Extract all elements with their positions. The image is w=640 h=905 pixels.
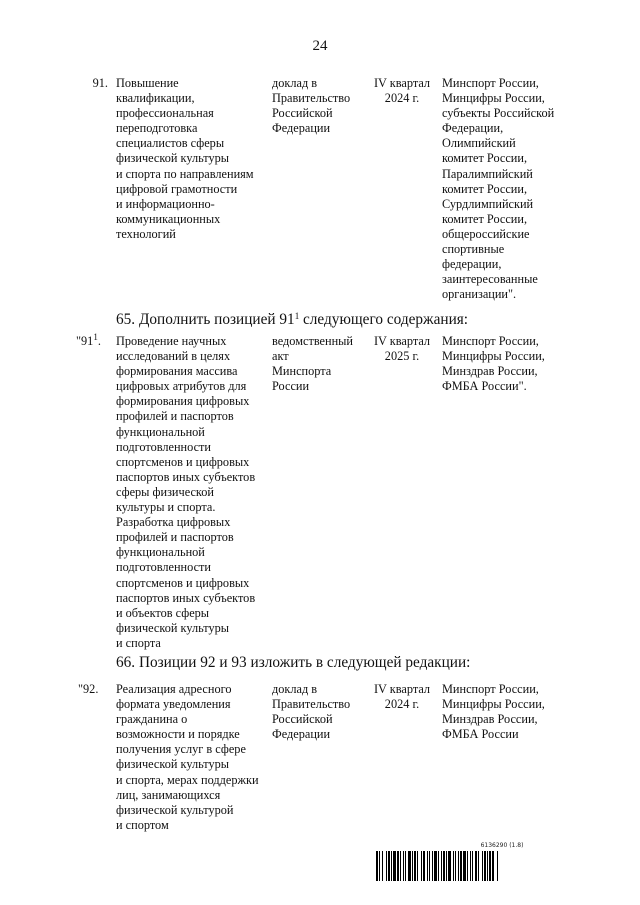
- barcode: [376, 851, 588, 881]
- row-91-responsible-line: субъекты Российской: [442, 106, 555, 121]
- row-92-responsible-line: Минспорт России,: [442, 682, 539, 696]
- row-91-1-name-line: и объектов сферы: [116, 605, 210, 620]
- row-91-responsible-line: Олимпийский: [442, 136, 516, 151]
- row-91-responsible-line: общероссийские: [442, 226, 530, 241]
- row-92-name-line: и спортом: [116, 817, 169, 832]
- row-91-name-line: цифровой грамотности: [116, 181, 238, 196]
- row-91-1-term-line: IV квартал: [373, 334, 431, 348]
- row-91-document: [272, 76, 368, 136]
- row-91-1-responsible-line: Минспорт России,: [442, 334, 539, 348]
- row-91-1-name-line: сферы физической: [116, 484, 214, 499]
- row-91-term-line: 2024 г.: [384, 91, 420, 106]
- row-91-responsible-line: Федерации,: [442, 121, 504, 136]
- row-91-name-line: профессиональная: [116, 106, 214, 121]
- row-91-1-name-line: и спорта: [116, 635, 161, 650]
- row-92-name: [116, 682, 268, 833]
- heading-65-text: 65. Дополнить позицией 91: [116, 311, 295, 328]
- row-91-responsible-line: организации".: [442, 287, 517, 302]
- row-91-name-line: коммуникационных: [116, 211, 221, 226]
- row-91-document-line: Федерации: [272, 121, 331, 136]
- row-91-1-document-line: России: [272, 379, 310, 394]
- row-91-1-name-line: функциональной: [116, 545, 205, 560]
- row-92-document-line: Российской: [272, 712, 333, 727]
- row-91-1-name-line: паспортов иных субъектов: [116, 590, 256, 605]
- barcode-label: 6136290 (1.8): [480, 842, 524, 849]
- heading-66: 66. Позиции 92 и 93 изложить в следующей редакции:: [116, 654, 471, 671]
- row-91-1-name: [116, 334, 268, 651]
- row-91-1-name-line: паспортов иных субъектов: [116, 469, 256, 484]
- row-91-1-name-line: профилей и паспортов: [116, 409, 234, 424]
- row-91-1-name-line: функциональной: [116, 424, 205, 439]
- row-91-name-line: квалификации,: [116, 91, 195, 106]
- row-92-name-line: лиц, занимающихся: [116, 787, 221, 802]
- row-91-1-name-line: цифровых атрибутов для: [116, 379, 247, 394]
- row-91-responsible-line: комитет России,: [442, 151, 528, 166]
- row-91-name-line: специалистов сферы: [116, 136, 225, 151]
- row-91-1-responsible-line: Минцифры России,: [442, 349, 545, 364]
- heading-65: [116, 311, 468, 329]
- row-92-name-line: физической культурой: [116, 802, 234, 817]
- heading-65-text-end: следующего содержания:: [299, 311, 469, 328]
- page-number: 24: [312, 38, 328, 54]
- row-91-1-name-line: спортсменов и цифровых: [116, 454, 250, 469]
- row-92-document: [272, 682, 368, 742]
- row-92-term-line: IV квартал: [373, 682, 431, 696]
- row-91-responsible-line: Паралимпийский: [442, 166, 533, 181]
- row-92-name-line: получения услуг в сфере: [116, 742, 246, 757]
- row-91-1-name-line: исследований в целях: [116, 349, 231, 364]
- row-92-term: [368, 682, 436, 712]
- row-91-1-name-line: Разработка цифровых: [116, 515, 231, 530]
- row-91-1-document-line: Минспорта: [272, 364, 332, 379]
- row-91-name: [116, 76, 268, 242]
- row-91-name-line: физической культуры: [116, 151, 230, 166]
- row-92-responsible-line: Минцифры России,: [442, 697, 545, 712]
- row-91-1-responsible: [442, 334, 570, 394]
- row-92-responsible-line: Минздрав России,: [442, 712, 538, 727]
- row-91-responsible-line: заинтересованные: [442, 272, 538, 287]
- row-91-document-line: Правительство: [272, 91, 351, 106]
- row-91-1-name-line: Проведение научных: [116, 334, 227, 348]
- row-91-term-line: IV квартал: [373, 76, 431, 90]
- row-91-name-line: и информационно-: [116, 196, 215, 211]
- row-91-document-line: Российской: [272, 106, 333, 121]
- row-91-1-name-line: подготовленности: [116, 560, 211, 575]
- row-91-1-responsible-line: ФМБА России".: [442, 379, 527, 394]
- row-91-responsible-line: Минспорт России,: [442, 76, 539, 90]
- row-91-1-name-line: формирования цифровых: [116, 394, 250, 409]
- row-91-responsible-line: комитет России,: [442, 211, 528, 226]
- row-91-1-term: [368, 334, 436, 364]
- row-91-responsible-line: федерации,: [442, 257, 502, 272]
- row-91-1-name-line: профилей и паспортов: [116, 530, 234, 545]
- row-91-1-number: [76, 334, 116, 349]
- row-91-1-term-line: 2025 г.: [384, 349, 420, 364]
- row-92-document-line: Федерации: [272, 727, 331, 742]
- row-92-document-line: доклад в: [272, 682, 318, 696]
- row-92-responsible-line: ФМБА России: [442, 727, 519, 742]
- row-92-document-line: Правительство: [272, 697, 351, 712]
- row-91-1-document-line: ведомственный: [272, 334, 354, 348]
- row-91-responsible-line: комитет России,: [442, 181, 528, 196]
- row-92-name-line: возможности и порядке: [116, 727, 240, 742]
- row-91-1-name-line: формирования массива: [116, 364, 238, 379]
- row-91-responsible-line: Сурдлимпийский: [442, 196, 534, 211]
- row-91-1-name-line: культуры и спорта.: [116, 500, 216, 515]
- row-92-name-line: гражданина о: [116, 712, 188, 727]
- row-92-responsible: [442, 682, 570, 742]
- row-91-responsible-line: спортивные: [442, 242, 505, 257]
- row-91-1-number-main: "91: [76, 334, 94, 348]
- row-91-responsible: [442, 76, 570, 302]
- row-91-document-line: доклад в: [272, 76, 318, 90]
- row-91-1-responsible-line: Минздрав России,: [442, 364, 538, 379]
- row-91-1-name-line: спортсменов и цифровых: [116, 575, 250, 590]
- row-92-term-line: 2024 г.: [384, 697, 420, 712]
- row-91-name-line: переподготовка: [116, 121, 198, 136]
- row-92-name-line: формата уведомления: [116, 697, 231, 712]
- row-91-1-document: [272, 334, 368, 394]
- row-92-name-line: Реализация адресного: [116, 682, 232, 696]
- row-91-name-line: Повышение: [116, 76, 179, 90]
- row-91-name-line: технологий: [116, 226, 176, 241]
- row-91-number: 91.: [92, 76, 108, 90]
- row-92-name-line: и спорта, мерах поддержки: [116, 772, 259, 787]
- row-91-name-line: и спорта по направлениям: [116, 166, 254, 181]
- row-91-1-number-sup: 1: [93, 332, 98, 342]
- row-91-responsible-line: Минцифры России,: [442, 91, 545, 106]
- row-91-1-document-line: акт: [272, 349, 289, 364]
- row-91-1-number-dot: .: [97, 334, 101, 348]
- row-91-1-name-line: физической культуры: [116, 620, 230, 635]
- row-91-term: [368, 76, 436, 106]
- row-92-number: "92.: [78, 682, 99, 696]
- heading-65-sup: 1: [294, 311, 300, 321]
- row-91-1-name-line: подготовленности: [116, 439, 211, 454]
- barcode-block: [376, 842, 588, 881]
- row-92-name-line: физической культуры: [116, 757, 230, 772]
